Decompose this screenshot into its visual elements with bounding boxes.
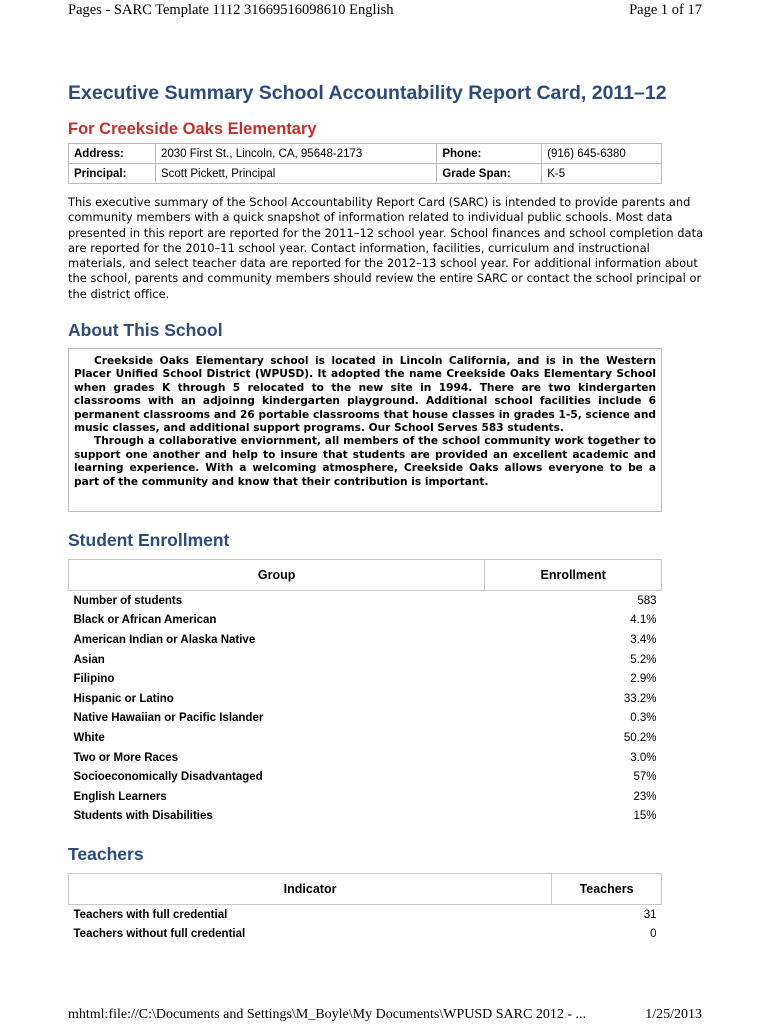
about-paragraph-2: Through a collaborative enviornment, all members of the school community work together to support one another and help to insure that students are provided an excellent academic and learning experience. With a welcoming atmosphere, Creekside Oaks allows everyone to be a part of the community and know that their contribution is important. bbox=[74, 435, 656, 488]
about-paragraph-1: Creekside Oaks Elementary school is located in Lincoln California, and is in the Western Placer Unified School District (WPUSD). It adopted the name Creekside Oaks Elementary School when grades K through 5 relocated to the new site in 1994. There are two kindergarten classrooms with an adjoinng kindergarten playground. Additional school facilities include 6 permanent classrooms and 26 portable classrooms that house classes in grades 1-5, science and music classes, and additional support programs. Our School Serves 583 students. bbox=[74, 355, 656, 435]
table-row bbox=[69, 767, 662, 787]
principal-label: Principal: bbox=[69, 164, 156, 184]
file-path: mhtml:file://C:\Documents and Settings\M_Boyle\My Documents\WPUSD SARC 2012 - ... bbox=[68, 1007, 586, 1022]
row-label: Socioeconomically Disadvantaged bbox=[73, 771, 263, 784]
row-value: 33.2% bbox=[623, 692, 657, 705]
row-label: Black or African American bbox=[73, 614, 217, 627]
row-value: 5.2% bbox=[630, 653, 657, 666]
print-header-title: Pages - SARC Template 1112 31669516098610 English bbox=[68, 2, 394, 18]
principal-value: Scott Pickett, Principal bbox=[155, 164, 436, 184]
about-heading: About This School bbox=[68, 320, 223, 340]
teachers-table bbox=[68, 873, 662, 944]
school-info-table bbox=[68, 143, 662, 184]
table-row bbox=[69, 925, 662, 945]
column-header-teachers: Teachers bbox=[552, 874, 662, 905]
phone-label: Phone: bbox=[437, 144, 542, 164]
table-row bbox=[69, 728, 662, 748]
page-number: Page 1 of 17 bbox=[629, 2, 702, 18]
row-value: 31 bbox=[643, 908, 657, 921]
row-label: Asian bbox=[73, 653, 105, 666]
table-row bbox=[69, 787, 662, 807]
about-box bbox=[68, 348, 662, 512]
table-row bbox=[69, 689, 662, 709]
print-header bbox=[0, 0, 770, 22]
row-value: 3.0% bbox=[630, 751, 657, 764]
column-header-group: Group bbox=[69, 560, 485, 591]
info-row-address bbox=[69, 144, 662, 164]
table-row bbox=[69, 591, 662, 611]
row-value: 23% bbox=[633, 790, 657, 803]
enrollment-heading: Student Enrollment bbox=[68, 530, 230, 550]
row-label: Number of students bbox=[73, 594, 183, 607]
row-label: Filipino bbox=[73, 673, 115, 686]
address-label: Address: bbox=[69, 144, 156, 164]
row-label: Teachers without full credential bbox=[73, 928, 246, 941]
row-value: 2.9% bbox=[630, 673, 657, 686]
row-value: 15% bbox=[633, 810, 657, 823]
row-value: 50.2% bbox=[623, 731, 657, 744]
teachers-header-row bbox=[69, 874, 662, 905]
print-date: 1/25/2013 bbox=[645, 1007, 702, 1022]
print-footer bbox=[0, 1006, 770, 1024]
enrollment-table bbox=[68, 559, 662, 826]
column-header-enrollment: Enrollment bbox=[485, 560, 662, 591]
grade-span-label: Grade Span: bbox=[437, 164, 542, 184]
teachers-heading: Teachers bbox=[68, 844, 144, 864]
row-value: 57% bbox=[633, 771, 657, 784]
row-label: Teachers with full credential bbox=[73, 908, 228, 921]
school-heading: For Creekside Oaks Elementary bbox=[68, 120, 317, 138]
phone-value: (916) 645-6380 bbox=[542, 144, 662, 164]
enrollment-header-row bbox=[69, 560, 662, 591]
row-value: 4.1% bbox=[630, 614, 657, 627]
row-label: Two or More Races bbox=[73, 751, 179, 764]
row-value: 0.3% bbox=[630, 712, 657, 725]
info-row-principal bbox=[69, 164, 662, 184]
table-row bbox=[69, 650, 662, 670]
address-value: 2030 First St., Lincoln, CA, 95648-2173 bbox=[155, 144, 436, 164]
table-row bbox=[69, 669, 662, 689]
table-row bbox=[69, 905, 662, 925]
intro-paragraph: This executive summary of the School Accountability Report Card (SARC) is intended to provide parents and community members with a quick snapshot of information related to individual public schools. Most data presented in this report are reported for the 2011–12 school year. School finances and school completion data are reported for the 2010–11 school year. Contact information, facilities, curriculum and instructional materials, and select teacher data are reported for the 2012–13 school year. For additional information about the school, parents and community members should review the entire SARC or contact the school principal or the district office. bbox=[68, 195, 704, 301]
row-value: 3.4% bbox=[630, 633, 657, 646]
row-label: American Indian or Alaska Native bbox=[73, 633, 256, 646]
table-row bbox=[69, 748, 662, 768]
page-title: Executive Summary School Accountability Report Card, 2011–12 bbox=[68, 82, 667, 104]
row-label: Hispanic or Latino bbox=[73, 692, 174, 705]
grade-span-value: K-5 bbox=[542, 164, 662, 184]
table-row bbox=[69, 630, 662, 650]
row-label: White bbox=[73, 731, 105, 744]
column-header-indicator: Indicator bbox=[69, 874, 552, 905]
table-row bbox=[69, 611, 662, 631]
row-label: English Learners bbox=[73, 790, 167, 803]
table-row bbox=[69, 709, 662, 729]
row-value: 0 bbox=[650, 928, 657, 941]
table-row bbox=[69, 807, 662, 827]
row-label: Native Hawaiian or Pacific Islander bbox=[73, 712, 264, 725]
row-label: Students with Disabilities bbox=[73, 810, 213, 823]
row-value: 583 bbox=[637, 594, 657, 607]
